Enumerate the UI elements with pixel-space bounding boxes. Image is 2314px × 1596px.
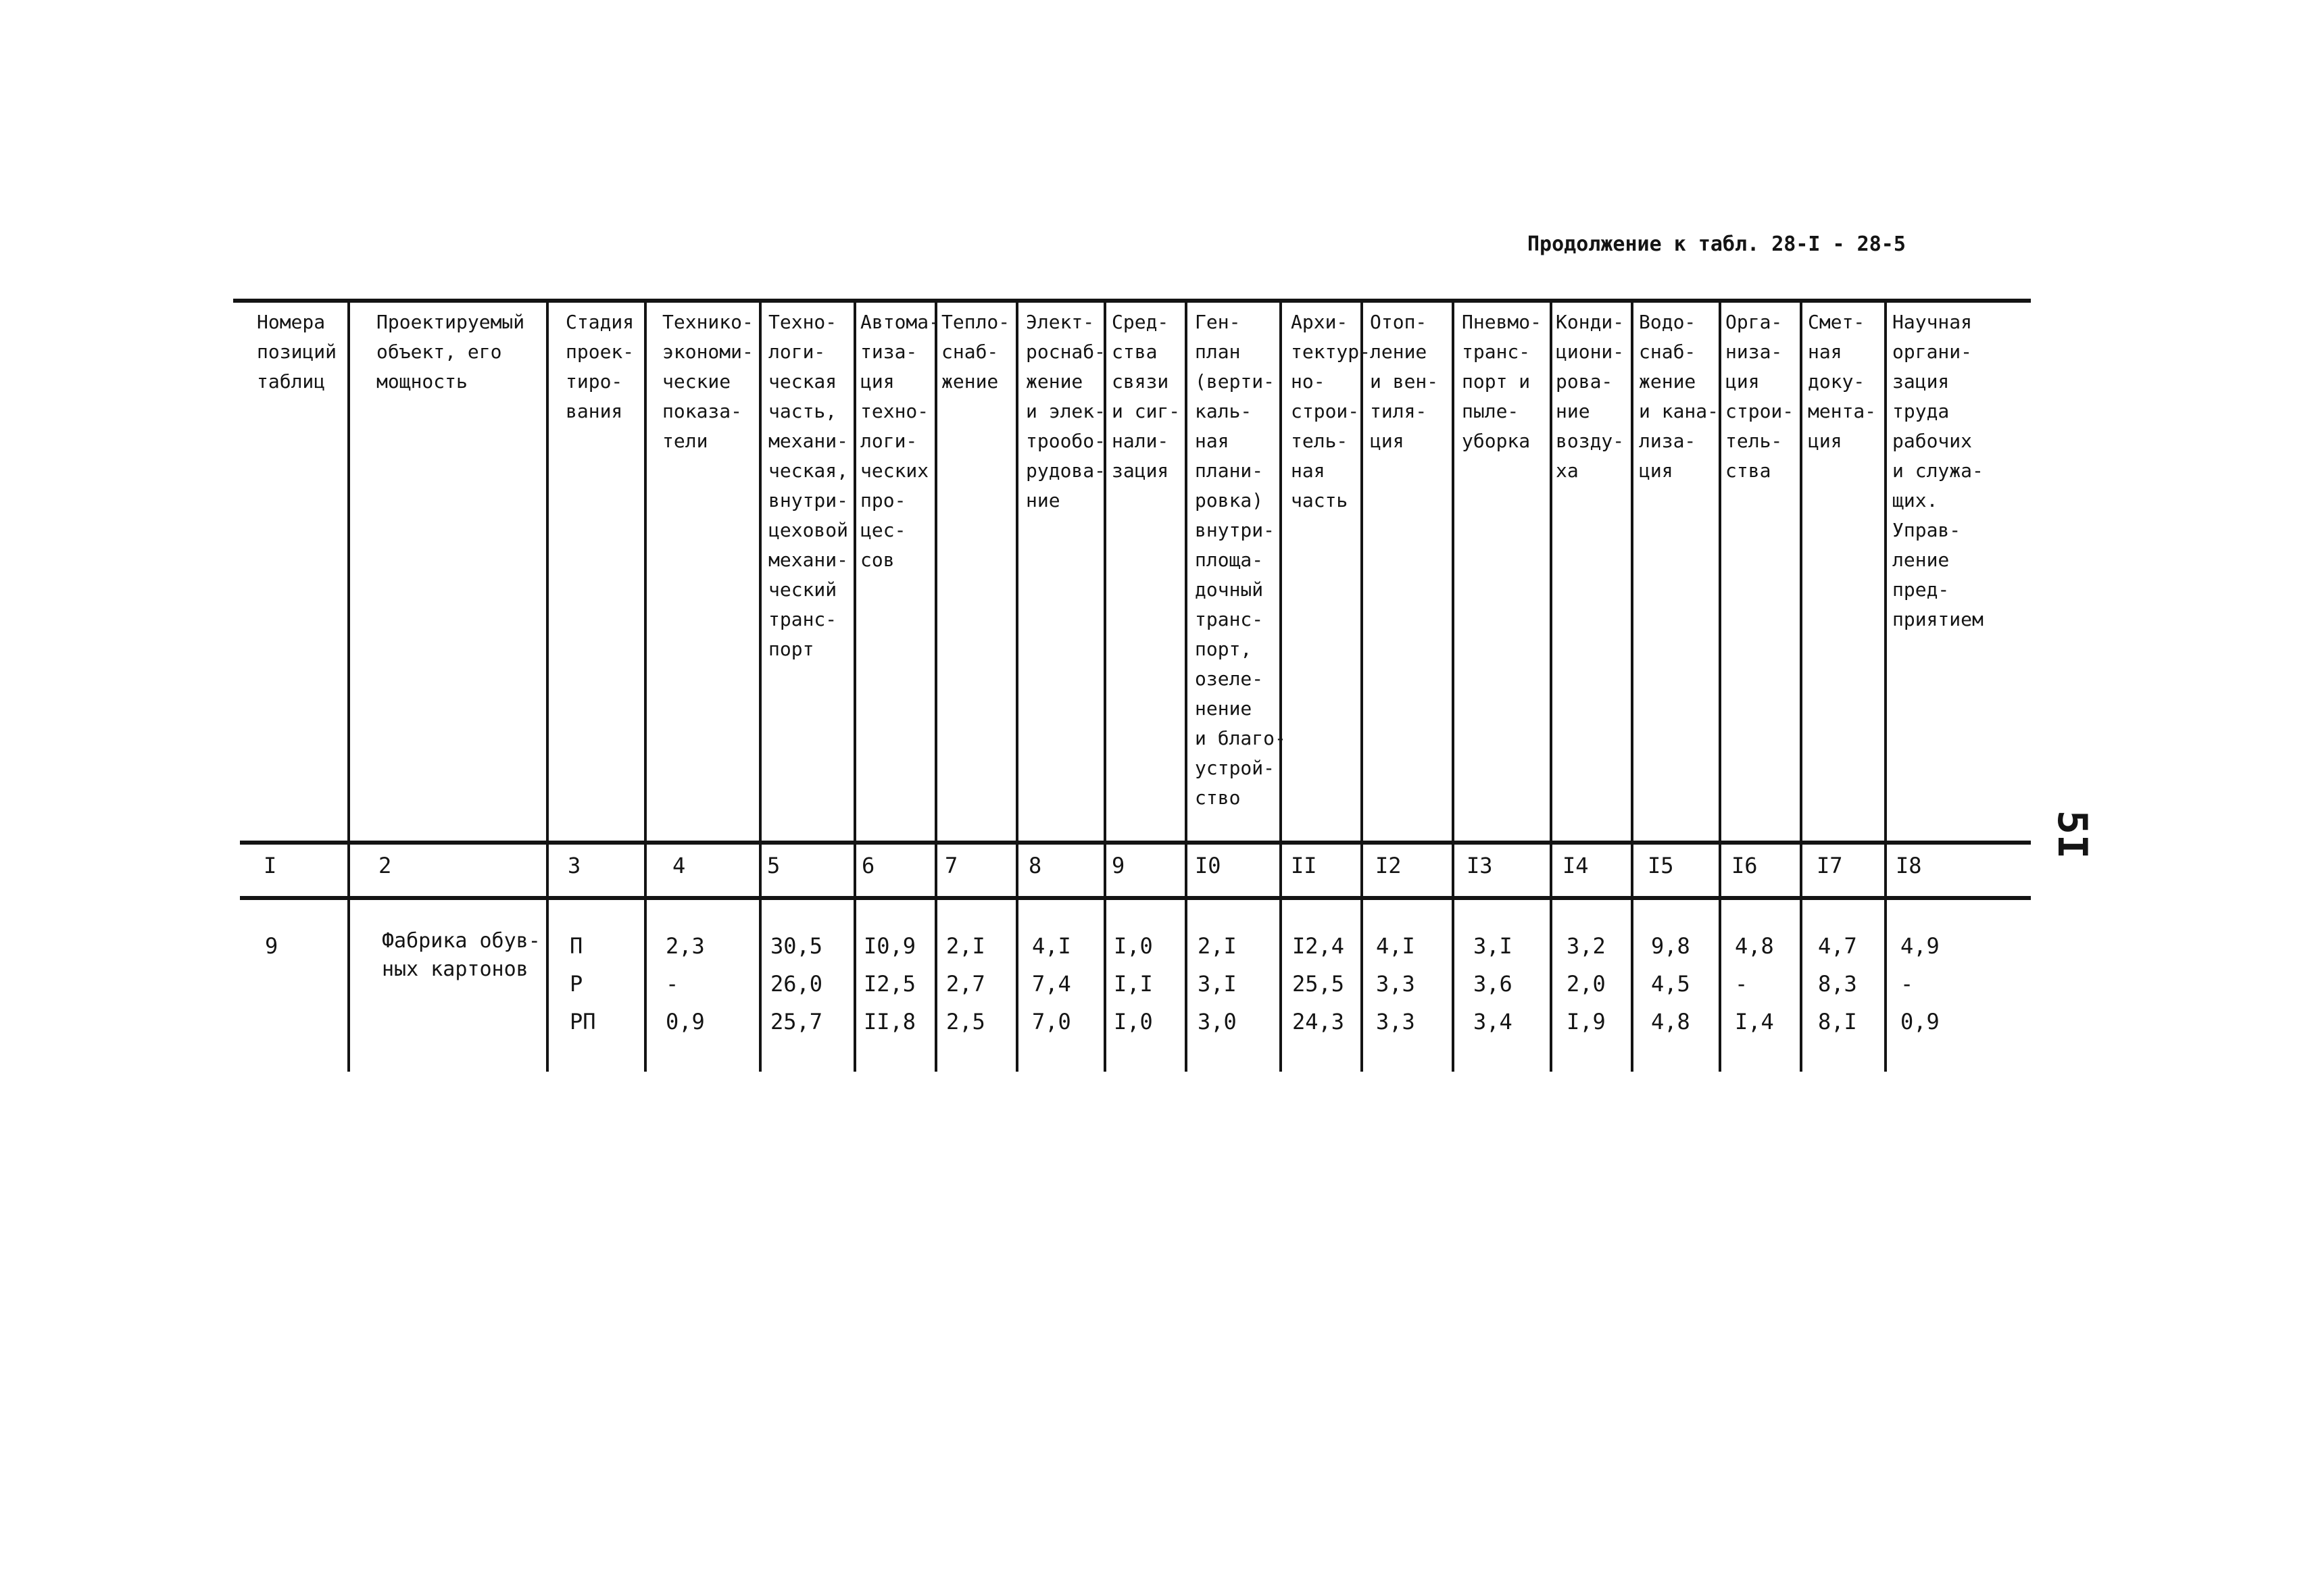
- column-number: 3: [568, 853, 581, 878]
- column-divider: [347, 301, 350, 1072]
- column-number: II: [1291, 853, 1317, 878]
- header-architecture: Архи- тектур- но- строи- тель- ная часть: [1291, 311, 1371, 512]
- column-divider: [1185, 301, 1187, 1072]
- cell-value: 4,8 - I,4: [1735, 933, 1774, 1034]
- header-power-supply: Элект- роснаб- жение и элек- трообо- рудова- ние: [1026, 311, 1106, 512]
- cell-value: I2,4 25,5 24,3: [1292, 933, 1345, 1034]
- header-general-plan: Ген- план (верти- каль- ная плани- ровка) внутри- площа- дочный транс- порт, озеле- нение и благо- устрой- ство: [1195, 311, 1286, 809]
- cell-value: 3,2 2,0 I,9: [1567, 933, 1606, 1034]
- column-divider: [1631, 301, 1633, 1072]
- column-number: 2: [378, 853, 392, 878]
- column-number: 8: [1029, 853, 1042, 878]
- column-divider: [546, 301, 549, 1072]
- column-divider: [1016, 301, 1018, 1072]
- cell-stage: П Р РП: [570, 933, 596, 1034]
- column-number: I8: [1896, 853, 1922, 878]
- cell-value: I,0 I,I I,0: [1114, 933, 1153, 1034]
- column-number: 5: [767, 853, 781, 878]
- column-number: 9: [1112, 853, 1125, 878]
- column-divider: [1550, 301, 1552, 1072]
- column-number: I5: [1648, 853, 1674, 878]
- column-number: I: [264, 853, 277, 878]
- header-communications: Сред- ства связи и сиг- нали- зация: [1112, 311, 1181, 482]
- column-divider: [759, 301, 762, 1072]
- cell-value: 4,I 3,3 3,3: [1376, 933, 1415, 1034]
- table-caption: Продолжение к табл. 28-I - 28-5: [1527, 232, 1906, 256]
- header-labor-organization: Научная органи- зация труда рабочих и служа- щих. Управ- ление пред- приятием: [1892, 311, 1984, 630]
- header-heat-supply: Тепло- снаб- жение: [941, 311, 1010, 393]
- cell-value: I0,9 I2,5 II,8: [864, 933, 916, 1034]
- column-number: I3: [1467, 853, 1493, 878]
- header-technological-part: Техно- логи- ческая часть, механи- ческая, внутри- цеховой механи- ческий транс- порт: [768, 311, 849, 660]
- column-divider: [1884, 301, 1887, 1072]
- header-designed-object: Проектируемый объект, его мощность: [376, 311, 525, 393]
- cell-value: 4,9 - 0,9: [1900, 933, 1940, 1034]
- header-automation: Автома- тиза- ция техно- логи- ческих про- цес- сов: [860, 311, 941, 571]
- cell-value: 9,8 4,5 4,8: [1651, 933, 1690, 1034]
- column-number: 6: [862, 853, 875, 878]
- cell-value: 3,I 3,6 3,4: [1473, 933, 1512, 1034]
- header-pneumatic-transport: Пневмо- транс- порт и пыле- уборка: [1462, 311, 1542, 452]
- page-number: 5I: [2048, 809, 2096, 859]
- cell-value: 4,I 7,4 7,0: [1032, 933, 1071, 1034]
- number-row-bottom-rule: [240, 896, 2031, 900]
- column-number: I6: [1731, 853, 1758, 878]
- cell-value: 2,I 2,7 2,5: [946, 933, 985, 1034]
- cell-value: 2,I 3,I 3,0: [1198, 933, 1237, 1034]
- header-estimate-docs: Смет- ная доку- мента- ция: [1808, 311, 1877, 452]
- header-position-numbers: Номера позиций таблиц: [257, 311, 337, 393]
- cell-object: Фабрика обув- ных картонов: [382, 929, 541, 981]
- header-heating-ventilation: Отоп- ление и вен- тиля- ция: [1370, 311, 1439, 452]
- table-top-rule: [233, 299, 2031, 303]
- header-water-supply: Водо- снаб- жение и кана- лиза- ция: [1639, 311, 1719, 482]
- header-bottom-rule: [240, 841, 2031, 845]
- column-number: 4: [672, 853, 686, 878]
- header-design-stage: Стадия проек- тиро- вания: [566, 311, 635, 422]
- column-number: I7: [1817, 853, 1843, 878]
- header-air-conditioning: Конди- циони- рова- ние возду- ха: [1556, 311, 1625, 482]
- column-divider: [1800, 301, 1802, 1072]
- column-divider: [854, 301, 856, 1072]
- header-construction-org: Орга- низа- ция строи- тель- ства: [1725, 311, 1794, 482]
- column-number: I2: [1375, 853, 1402, 878]
- column-number: 7: [945, 853, 958, 878]
- column-divider: [1719, 301, 1721, 1072]
- column-number: I4: [1562, 853, 1589, 878]
- cell-position: 9: [265, 933, 278, 959]
- column-number: I0: [1195, 853, 1221, 878]
- cell-value: 4,7 8,3 8,I: [1818, 933, 1857, 1034]
- column-divider: [644, 301, 647, 1072]
- cell-value: 30,5 26,0 25,7: [770, 933, 823, 1034]
- header-technical-economic: Технико- экономи- ческие показа- тели: [662, 311, 754, 452]
- column-divider: [1452, 301, 1454, 1072]
- cell-value: 2,3 - 0,9: [666, 933, 705, 1034]
